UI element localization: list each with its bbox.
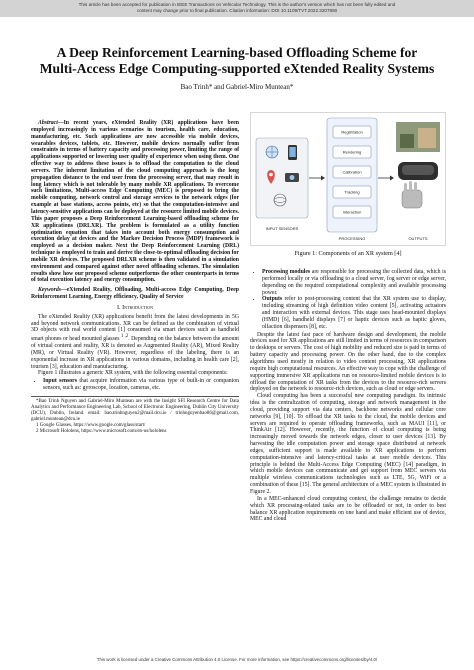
list-item-label: Input sensors xyxy=(43,378,77,385)
title-line-2: Multi-Access Edge Computing-supported eXtended Reality Systems xyxy=(39,61,435,76)
list-item-outputs xyxy=(262,296,446,330)
banner-line-2: content may change prior to final publication. Citation information: DOI 10.1109/TVT.2022.3207880 xyxy=(136,7,338,13)
block-label: Calibration xyxy=(342,169,362,175)
processing-group xyxy=(327,118,377,241)
figure-caption: Figure 1: Components of an XR system [4] xyxy=(294,250,402,257)
list-item-input-sensors xyxy=(43,378,239,392)
left-column xyxy=(31,120,239,435)
globe-icon xyxy=(266,146,278,158)
keywords xyxy=(31,287,239,301)
list-item-text: are responsible for processing the collected data, which is performed locally or via offloading to a cloud server, fog server or edge server, depending on the required computational complexity and available processing power. xyxy=(262,269,446,296)
processing-label: PROCESSING xyxy=(338,236,366,241)
title-line-1: A Deep Reinforcement Learning-based Offloading Scheme for xyxy=(56,45,418,60)
body-paragraph-4: Cloud computing has been a successful new computing paradigm. Its intrinsic idea is the centralization of computing, storage and network management in the cloud, providing support via data centers, backbone networks and cellular core networks [9], [10]. To offload the XR tasks to the cloud, the mobile devices and servers are required to operate offloading frameworks, such as MAUI [11], or ThinkAir [12]. However, recently, the function of cloud computing is being increasingly moved towards the network edges, closer to user devices [13]. By harvesting the idle computation power and storage space distributed at network edges, sufficient support is made available to XR applications to perform computation-intensive and latency-critical tasks at user mobile devices. This principle is behind the Multi-Access Edge Computing (MEC) [14] paradigm, in which mobile devices can communicate and get support from MEC servers via multiple wireless communications technologies such as LTE, 5G, WiFi or a combination of these [15]. The general architecture of a MEC system is illustrated in Figure 2. xyxy=(250,393,446,495)
section-heading-introduction: I. Introduction xyxy=(116,303,154,311)
footnote-1: 1 Google Glasses, https://www.google.com/glass/start/ xyxy=(36,422,146,428)
footnote-affiliation: *Bao Trinh Nguyen and Gabriel-Miro Muntean are with the Insight SFI Research Centre for Data Analytics and Performance Engineering Lab, School of Electronic Engineering, Dublin City University (DCU), Dublin, Ireland. email: bao.trinhnguyen2@mail.dcu.ie / trinhnguyenbao86@gmail.com, gabriel.muntean@dcu.ie xyxy=(31,398,239,422)
smartphone-icon xyxy=(288,145,297,160)
xr-system-figure xyxy=(250,112,446,246)
list-item-text: refer to post-processing content that the XR system use to display, including streaming of high definition video content [5], activating actuators and interaction with external devices. This stage uses head-mounted displays (HMD) [6], handheld displays [7] or haptic devices such as haptic gloves, olfaction dispensers [8], etc. xyxy=(262,296,446,330)
block-label: Rendering xyxy=(342,149,362,155)
input-sensors-group xyxy=(256,138,308,231)
list-item-label: Outputs xyxy=(262,296,283,303)
paper-title xyxy=(20,45,454,77)
right-column xyxy=(250,268,446,523)
camera-icon xyxy=(285,173,299,182)
footnotes xyxy=(31,396,239,435)
intro-paragraph-1 xyxy=(31,314,239,371)
block-label: Registration xyxy=(341,129,363,135)
vr-headset-icon xyxy=(398,162,438,180)
banner-line-1: This article has been accepted for publication in IEEE Transactions on Vehicular Technology. This is the author's version which has not been fully edited and xyxy=(78,2,396,7)
publication-banner xyxy=(0,0,474,17)
list-item-label: Processing modules xyxy=(262,269,311,275)
input-sensors-label: INPUT SENSORS xyxy=(265,226,299,231)
block-label: Tracking xyxy=(344,189,360,195)
list-item-processing-modules xyxy=(262,269,446,296)
intro-paragraph-2: Figure 1 illustrates a generic XR system, with the following essential components: xyxy=(38,370,228,377)
abstract xyxy=(31,120,239,284)
intro-p1-footnote-ref: 1 ,2 xyxy=(121,334,129,340)
body-paragraph-3: Despite the latest fast pace of hardware design and development, the mobile devices used for XR applications are still limited in terms of resources in comparison to desktops or servers. The cost of high mobility and reduced size is paid in terms of battery capacity and processing power. On the other hand, due to the complex algorithms used mostly in relation to video content processing, XR applications require high computational resources. An effective way to cope with the challenge of supporting immersive XR applications run on resource-limited mobile devices is to offload the computation of XR tasks from the devices to the resource-rich servers deployed on the network to resource-rich devices, such as cloud or edge servers. xyxy=(250,331,446,393)
abstract-text: —In recent years, eXtended Reality (XR) applications have been employed increasingly in various scenarios in tourism, health care, education, manufacturing, etc. Such applications are now accessible via mobile devices, wearables devices, tablets, etc. However, mobile devices normally suffer from constraints in terms of battery capacity and processing power, limiting the range of applications supported or lowering user quality of experience when using them. One effective way to address these issues is to offload the computation to the cloud servers. The inherent limitation of the cloud computing approach is the long propagation distance to the end user from the processing server, that may result in long latency which is not tolerable by many mobile XR applications. To overcome such limitations, Multi-access Edge Computing (MEC) is proposed to bring the mobile computing, network control and storage services to the network edges (for example at base stations, access points, etc) so that the computation-intensive and latency-sensitive applications can be deployed at the resource limited mobile devices. This paper proposes a Deep Reinforcement Learning-based offloading scheme for XR applications (DRLXR). The problem is formulated as a utility function optimization equation that takes into account both energy consumption and execution delay at devices and the Markov Decision Process (MDP) framework is employed as a decision maker. Next the Deep Reinforcement Learning (DRL) technique is employed to train and derive the close-to-optimal offloading decision for mobile XR devices. The proposed DRLXR scheme is then validated in a simulation environment and compared against other novel offloading schemes. The simulation results show how our proposed scheme outperforms the other counterparts in terms of total execution latency and energy consumption. xyxy=(31,120,239,284)
footnote-2: 2 Microsoft Hololens, https://www.microsoft.com/en-us/hololens xyxy=(36,428,167,434)
outputs-label: OUTPUTS xyxy=(408,236,428,241)
license-footer: This work is licensed under a Creative Commons Attribution 4.0 License. For more information, see https://creativecommons.org/licenses/by/4.0/ xyxy=(96,657,378,662)
body-paragraph-5: In a MEC-enhanced cloud computing context, the challenge remains to decide which XR processing-related tasks are to be offloaded or not, in order to best balance XR application requirements on one hand and make efficient use of device, MEC and cloud xyxy=(250,495,446,523)
keywords-text: —eXtended Reality, Offloading, Multi-access Edge Computing, Deep Reinforcement Learning, Energy efficiency, Quality of Service xyxy=(31,287,239,301)
components-list xyxy=(31,378,239,392)
keywords-label: Keywords xyxy=(38,287,61,294)
abstract-label: Abstract xyxy=(38,120,58,126)
paper-authors: Bao Trinh* and Gabriel-Miro Muntean* xyxy=(180,83,294,91)
components-list-continued xyxy=(250,269,446,331)
intro-p1-text: The eXtended Reality (XR) applications benefit from the latest developments in 5G and beyond network communications. XR can be defined as the combination of virtual 3D objects with real world content [1] consumed via smart devices such as handheld smart phones or head mounted glasses xyxy=(31,313,239,343)
block-label: Interaction xyxy=(342,209,362,215)
list-item-text: that acquire information via various type of built-in or companion sensors, such as: gyroscope, location, cameras, etc. xyxy=(43,378,239,392)
intro-p1b-text: . Depending on the balance between the amount of virtual content and reality, XR is denoted as Augmented Reality (AR), Mixed Reality (MR), or Virtual Reality (VR). However, regardless of the labeling, there is an exponential increase in XR applications in various domains, including in health care [2], tourism [3], education and manufacturing. xyxy=(31,336,239,370)
